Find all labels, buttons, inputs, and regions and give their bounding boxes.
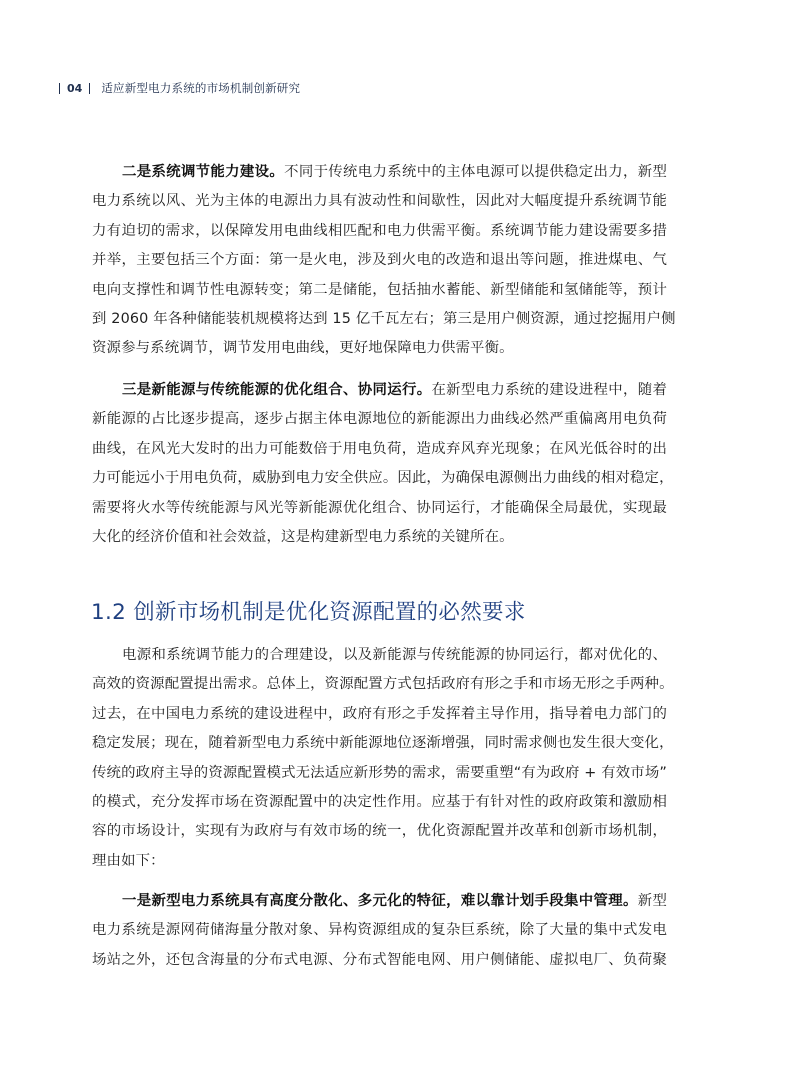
paragraph-line: 新能源的占比逐步提高，逐步占据主体电源地位的新能源出力曲线必然严重偏离用电负荷 xyxy=(92,411,667,428)
paragraph-line: 场站之外，还包含海量的分布式电源、分布式智能电网、用户侧储能、虚拟电厂、负荷聚 xyxy=(92,951,667,968)
paragraph-line: 容的市场设计，实现有为政府与有效市场的统一，优化资源配置并改革和创新市场机制， xyxy=(92,823,667,840)
paragraph-line: 稳定发展；现在，随着新型电力系统中新能源地位逐渐增强，同时需求侧也发生很大变化， xyxy=(92,735,674,752)
running-title: 适应新型电力系统的市场机制创新研究 xyxy=(101,81,301,95)
paragraph-line: 资源参与系统调节，调节发用电曲线，更好地保障电力供需平衡。 xyxy=(92,340,514,357)
paragraph-line: 电力系统以风、光为主体的电源出力具有波动性和间歇性，因此对大幅度提升系统调节能 xyxy=(92,193,667,210)
paragraph-line: 传统的政府主导的资源配置模式无法适应新形势的需求，需要重塑“有为政府 + 有效市场” xyxy=(92,764,667,781)
paragraph-line: 高效的资源配置提出需求。总体上，资源配置方式包括政府有形之手和市场无形之手两种。 xyxy=(92,676,674,693)
paragraph-line: 电力系统是源网荷储海量分散对象、异构资源组成的复杂巨系统，除了大量的集中式发电 xyxy=(92,922,667,939)
paragraph-system-regulation xyxy=(92,158,676,364)
paragraph-line: 一是新型电力系统具有高度分散化、多元化的特征，难以靠计划手段集中管理。新型 xyxy=(122,893,667,909)
running-header xyxy=(59,78,300,98)
paragraph-line: 电源和系统调节能力的合理建设，以及新能源与传统能源的协同运行，都对优化的、 xyxy=(122,647,667,663)
paragraph-line: 三是新能源与传统能源的优化组合、协同运行。在新型电力系统的建设进程中，随着 xyxy=(122,382,667,398)
section-heading: 1.2 创新市场机制是优化资源配置的必然要求 xyxy=(91,600,526,625)
paragraph-line: 力可能远小于用电负荷，威胁到电力安全供应。因此，为确保电源侧出力曲线的相对稳定， xyxy=(92,470,674,487)
paragraph-line: 电向支撑性和调节性电源转变；第二是储能，包括抽水蓄能、新型储能和氢储能等，预计 xyxy=(92,281,667,298)
paragraph-lead: 一是新型电力系统具有高度分散化、多元化的特征，难以靠计划手段集中管理。 xyxy=(122,893,638,909)
header-divider-left xyxy=(59,83,60,94)
paragraph-resource-allocation xyxy=(92,641,674,876)
paragraph-line: 的模式，充分发挥市场在资源配置中的决定性作用。应基于有针对性的政府政策和激励相 xyxy=(92,794,667,811)
paragraph-line: 大化的经济价值和社会效益，这是构建新型电力系统的关键所在。 xyxy=(92,529,514,546)
paragraph-lead: 三是新能源与传统能源的优化组合、协同运行。 xyxy=(122,382,432,398)
paragraph-line: 需要将火水等传统能源与风光等新能源优化组合、协同运行，才能确保全局最优，实现最 xyxy=(92,499,667,516)
paragraph-line: 二是系统调节能力建设。不同于传统电力系统中的主体电源可以提供稳定出力，新型 xyxy=(122,164,668,180)
header-divider-right xyxy=(89,83,90,94)
paragraph-energy-coordination xyxy=(92,376,674,552)
paragraph-line: 曲线，在风光大发时的出力可能数倍于用电负荷，造成弃风弃光现象；在风光低谷时的出 xyxy=(92,440,667,457)
paragraph-lead: 二是系统调节能力建设。 xyxy=(122,164,285,180)
paragraph-line: 到 2060 年各种储能装机规模将达到 15 亿千瓦左右；第三是用户侧资源，通过挖掘用户侧 xyxy=(92,311,676,328)
paragraph-decentralization xyxy=(92,887,667,975)
paragraph-line: 理由如下： xyxy=(92,852,165,869)
page-number: 04 xyxy=(67,81,83,95)
paragraph-line: 并举，主要包括三个方面：第一是火电，涉及到火电的改造和退出等问题，推进煤电、气 xyxy=(92,252,667,269)
paragraph-line: 力有迫切的需求，以保障发用电曲线相匹配和电力供需平衡。系统调节能力建设需要多措 xyxy=(92,222,667,239)
paragraph-line: 过去，在中国电力系统的建设进程中，政府有形之手发挥着主导作用，指导着电力部门的 xyxy=(92,705,667,722)
